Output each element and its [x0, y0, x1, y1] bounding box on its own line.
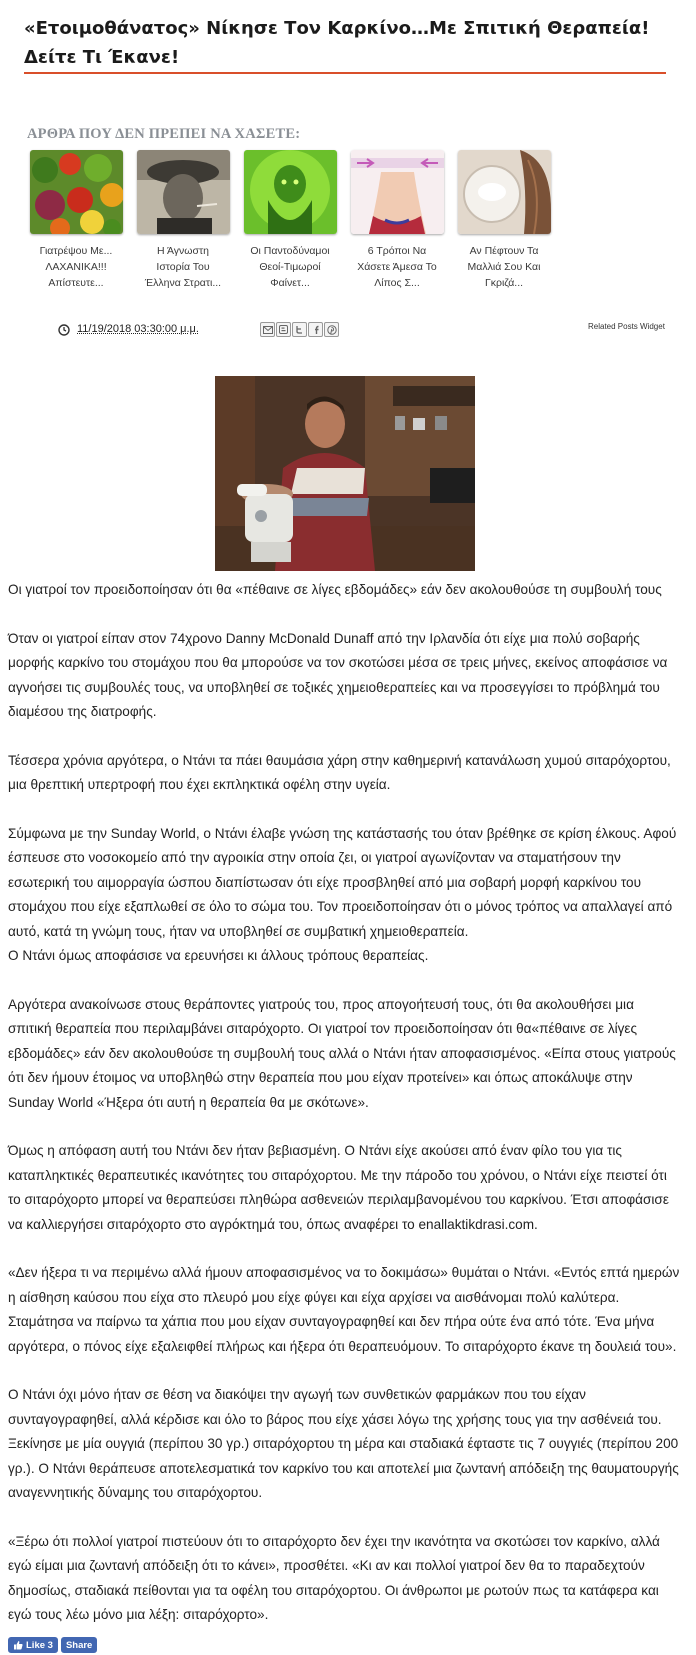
related-post-title[interactable] [135, 243, 231, 291]
clock-icon [58, 324, 70, 336]
post-title: «Ετοιμοθάνατος» Νίκησε Τον Καρκίνο…Με Σπιτική Θεραπεία! Δείτε Τι Έκανε! [24, 18, 650, 68]
related-post-title[interactable] [242, 243, 338, 291]
related-post-vegetables[interactable] [28, 150, 124, 291]
related-title-line: ΛΑΧΑΝΙΚΑ!!! [45, 261, 107, 273]
related-title-line: Η Άγνωστη [157, 245, 209, 257]
related-post-gods[interactable] [242, 150, 338, 291]
article-body [8, 578, 680, 1652]
related-title-line: Μαλλιά Σου Και [467, 261, 541, 273]
related-title-line: Γιατρέψου Με... [39, 245, 113, 257]
related-title-line: Απίστευτε... [48, 277, 104, 289]
article-paragraph: Ο Ντάνι όχι μόνο ήταν σε θέση να διακόψει την αγωγή των συνθετικών φαρμάκων που του είχαν συνταγογραφηθεί, αλλά κέρδισε και όλο το βάρος που είχε χάσει λόγω της χρήσης τους για την ασθένειά του. Ξεκίνησε με μία ουγγιά (περίπου 30 γρ.) σιταρόχορτου τη μέρα και σταδιακά έφταστε τις 7 ουγγιές (περίπου 200 γρ.). Ο Ντάνι θεράπευσε αποτελεσματικά τον καρκίνο του και αποτελεί μια ζωντανή απόδειξη της θαυματουργής αναγεννητικής δύναμης του σιταρόχορτου. [8, 1387, 679, 1500]
related-title-line: Φαίνετ... [270, 277, 310, 289]
article-paragraph: Τέσσερα χρόνια αργότερα, ο Ντάνι τα πάει θαυμάσια χάρη στην καθημερινή κατανάλωση χυμού σιταρόχορτου, μια θρεπτική υπερτροφή που έχει εκπληκτικά οφέλη στην υγεία. [8, 752, 671, 792]
post-meta [58, 322, 668, 342]
related-thumb-hair[interactable] [458, 150, 551, 234]
related-posts-heading: ΑΡΘΡΑ ΠΟΥ ΔΕΝ ΠΡΕΠΕΙ ΝΑ ΧΑΣΕΤΕ: [27, 126, 301, 142]
article-paragraph: Οι γιατροί τον προειδοποίησαν ότι θα «πέθαινε σε λίγες εβδομάδες» εάν δεν ακολουθούσε τη συμβουλή τους [8, 582, 662, 597]
like-count-label: Like 3 [26, 1639, 53, 1651]
facebook-icon[interactable] [308, 322, 323, 337]
related-thumb-soldier[interactable] [137, 150, 230, 234]
related-post-title[interactable] [349, 243, 445, 291]
related-title-line: Ιστορία Του [156, 261, 210, 273]
thumbs-up-icon [13, 1640, 23, 1650]
article-photo [215, 376, 475, 571]
title-divider [24, 72, 666, 74]
article-paragraph: «Δεν ήξερα τι να περιμένω αλλά ήμουν αποφασισμένος να το δοκιμάσω» θυμάται ο Ντάνι. «Εντός επτά ημερών η αίσθηση καύσου που είχα στο πλευρό μου είχε φύγει και είχα αρχίσει να αισθάνομαι πολύ καλύτερα. Σταμάτησα να παίρνω τα χάπια που μου είχαν συνταγογραφηθεί και δεν πήρα ούτε ένα από τότε. Ένα μήνα αργότερα, ο πόνος είχε εξαλειφθεί πλήρως και ήξερα ότι θεραπευόμουν. Το σιταρόχορτο έκανε τη δουλειά του». [8, 1265, 680, 1354]
related-title-line: Έλληνα Στρατι... [144, 277, 222, 289]
related-post-soldier[interactable] [135, 150, 231, 291]
facebook-share-button[interactable]: Share [61, 1637, 97, 1653]
facebook-buttons [8, 1637, 97, 1653]
related-title-line: Οι Παντοδύναμοι [250, 245, 330, 257]
related-post-title[interactable] [28, 243, 124, 291]
article-paragraph: Όμως η απόφαση αυτή του Ντάνι δεν ήταν βεβιασμένη. Ο Ντάνι είχε ακούσει από έναν φίλο του για τις καταπληκτικές θεραπευτικές ικανότητες του σιταρόχορτου. Με την πάροδο του χρόνου, ο Ντάνι είχε πειστεί ότι το σιταρόχορτο μπορεί να θεραπεύσει πληθώρα ασθενειών περιλαμβανομένου του καρκίνου. Έτσι αποφάσισε να καλλιεργήσει σιταρόχορτο στο αγρόκτημά του, όπως αναφέρει το enallaktikdrasi.com. [8, 1143, 669, 1232]
share-buttons [260, 322, 339, 338]
related-post-title[interactable] [456, 243, 552, 291]
twitter-icon[interactable] [292, 322, 307, 337]
related-title-line: 6 Τρόποι Να [367, 245, 427, 257]
related-title-line: Γκριζά... [484, 277, 524, 289]
related-posts-list [28, 150, 568, 300]
blogger-icon[interactable] [276, 322, 291, 337]
related-title-line: Χάσετε Άμεσα Το [357, 261, 437, 273]
article-paragraph: Όταν οι γιατροί είπαν στον 74χρονο Danny McDonald Dunaff από την Ιρλανδία ότι είχε μια πολύ σοβαρής μορφής καρκίνο του στομάχου που θα μπορούσε να τον σκοτώσει μέσα σε τρεις μήνες, εκείνος αποφάσισε να αγνοήσει τις συμβουλές τους, να υποβληθεί σε τοξικές χημειοθεραπείες και να προσεγγίσει το πρόβλημά του διαμέσου της διατροφής. [8, 630, 668, 719]
pinterest-icon[interactable] [324, 322, 339, 337]
related-post-fat-loss[interactable] [349, 150, 445, 291]
related-posts-widget-label[interactable]: Related Posts Widget [588, 322, 665, 331]
post-timestamp-link[interactable]: 11/19/2018 03:30:00 μ.μ. [77, 323, 199, 335]
article-paragraph: Ο Ντάνι όμως αποφάσισε να ερευνήσει κι άλλους τρόπους θεραπείας. [8, 948, 429, 963]
article-paragraph: Αργότερα ανακοίνωσε στους θεράποντες γιατρούς του, προς απογοήτευσή τους, ότι θα ακολουθήσει μια σπιτική θεραπεία που περιλαμβάνει σιταρόχορτο. Οι γιατροί τον προειδοποίησαν ότι θα«πέθαινε σε λίγες εβδομάδες» εάν δεν ακολουθούσε τη συμβουλή τους αλλά ο Ντάνι ήταν αποφασισμένος. «Είπα στους γιατρούς ότι δεν ήμουν έτοιμος να υποβληθώ στην θεραπεία που μου είχαν προτείνει» και όπως αποκάλυψε στην Sunday World «Ήξερα ότι αυτή η θεραπεία θα με σκότωνε». [8, 996, 676, 1110]
related-title-line: Αν Πέφτουν Τα [469, 245, 539, 257]
related-thumb-vegetables[interactable] [30, 150, 123, 234]
related-title-line: Θεοί-Τιμωροί [259, 261, 321, 273]
email-icon[interactable] [260, 322, 275, 337]
related-title-line: Λίπος Σ... [374, 277, 420, 289]
related-thumb-gods[interactable] [244, 150, 337, 234]
facebook-like-button[interactable] [8, 1637, 58, 1653]
related-thumb-fat-loss[interactable] [351, 150, 444, 234]
article-paragraph: Σύμφωνα με την Sunday World, ο Ντάνι έλαβε γνώση της κατάστασής του όταν βρέθηκε σε κρίση έλκους. Αφού έσπευσε στο νοσοκομείο από την αγροικία στην οποία ζει, οι γιατροί αγωνίζονταν να σταματήσουν την εσωτερική του αιμορραγία ώσπου διαπίστωσαν ότι είχε προσβληθεί από μια σοβαρή μορφή καρκίνου του στομάχου που είχε εξαπλωθεί σε όλο το σώμα του. Τον προειδοποίησαν ότι ο μόνος τρόπος να απαλλαγεί από αυτό, κατά τη γνώμη τους, ήταν να υποβληθεί σε συμβατική χημειοθεραπεία. [8, 825, 677, 939]
related-post-hair[interactable] [456, 150, 552, 291]
article-paragraph: «Ξέρω ότι πολλοί γιατροί πιστεύουν ότι το σιταρόχορτο δεν έχει την ικανότητα να σκοτώσει τον καρκίνο, αλλά εγώ είμαι μια ζωντανή απόδειξη ότι το κάνει», προσθέτει. «Κι αν και πολλοί γιατροί δεν θα το παραδεχτούν δημοσίως, σταδιακά πείθονται για τα οφέλη του σιταρόχορτου. Οι άνθρωποι με ρωτούν πως τα κατάφερα και εγώ τους λέω μόνο μια λέξη: σιταρόχορτο». [8, 1533, 660, 1622]
